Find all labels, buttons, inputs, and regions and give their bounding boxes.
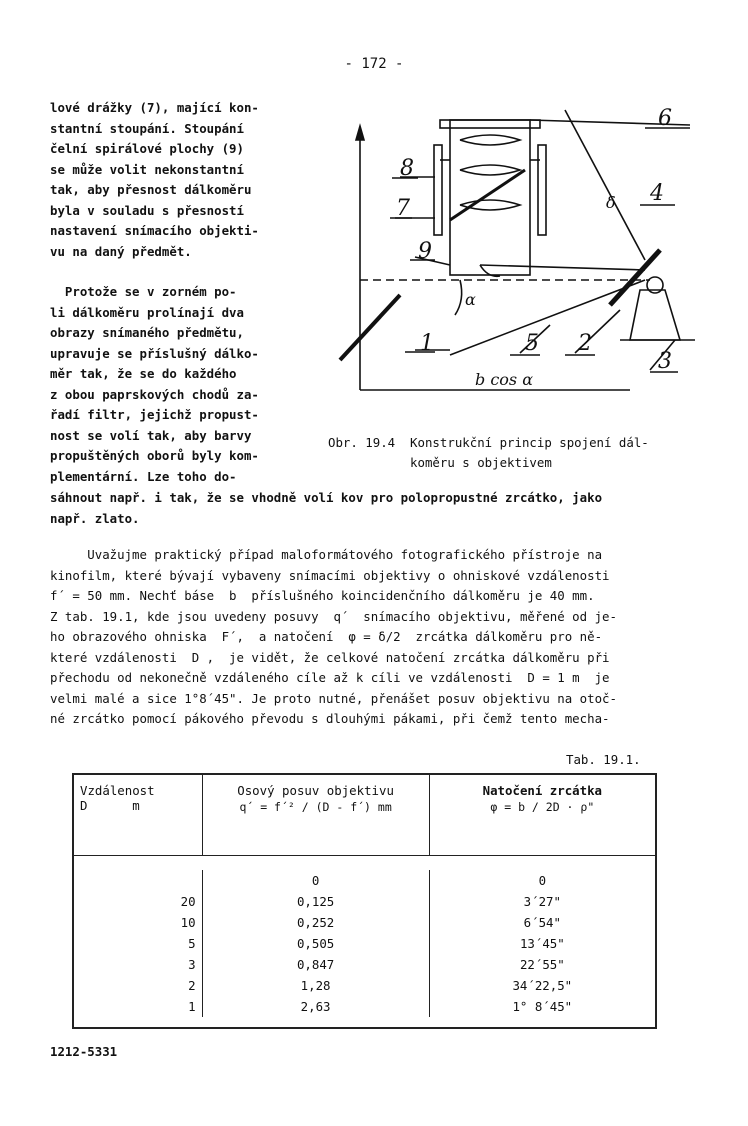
table-spacer: [73, 1017, 656, 1028]
col-header-rotation: [429, 774, 656, 856]
cell-q: 2,63: [202, 996, 429, 1017]
label-6: 6: [658, 106, 672, 131]
table-row: [73, 912, 656, 933]
cell-phi: 0: [429, 870, 656, 891]
figure-caption: Obr. 19.4 Konstrukční princip spojení dál- koměru s objektivem: [328, 435, 649, 470]
label-bcos: b cos α: [475, 370, 534, 389]
col-header-shift: [202, 774, 429, 856]
label-3: 3: [658, 349, 672, 374]
distance-table: [72, 773, 657, 1029]
col-header-distance: Vzdálenost D m: [73, 774, 202, 856]
footer-code: 1212-5331: [50, 1044, 118, 1059]
cell-phi: 34´22,5": [429, 975, 656, 996]
table-row: [73, 891, 656, 912]
cell-q: 0,847: [202, 954, 429, 975]
paragraph-practical-case: Uvažujme praktický případ maloformátového fotografického přístroje na kinofilm, které bývají vybaveny snímacími objektivy o ohniskové vzdálenosti f´ = 50 mm. Nechť báse b příslušného koincidenčního dálkoměru je 40 mm. Z tab. 19.1, kde jsou uvedeny posuvy q´ snímacího objektivu, měřené od je- ho obrazového ohniska F´, a natočení φ = δ/2 zrcátka dálkoměru pro ně- které vzdálenosti D , je vidět, že celkové natočení zrcátka dálkoměru při přechodu od nekonečně vzdáleného cíle až k cíli ve vzdálenosti D = 1 m je velmi malé a sice 1°8´45". Je proto nutné, přenášet posuv objektivu na otoč- né zrcátko pomocí pákového převodu s dlouhými pákami, při čemž tento mecha-: [50, 547, 617, 726]
label-1: 1: [420, 331, 434, 356]
cell-q: 0: [202, 870, 429, 891]
cell-phi: 1° 8´45": [429, 996, 656, 1017]
cell-d: [73, 870, 202, 891]
cell-q: 1,28: [202, 975, 429, 996]
label-4: 4: [650, 181, 664, 206]
label-delta: δ: [606, 193, 616, 212]
cell-q: 0,125: [202, 891, 429, 912]
label-8: 8: [400, 156, 414, 181]
table-row: [73, 954, 656, 975]
paragraph-continuation: sáhnout např. i tak, že se vhodně volí kov pro polopropustné zrcátko, jako např. zlato.: [50, 490, 603, 526]
cell-q: 0,505: [202, 933, 429, 954]
table-spacer: [73, 856, 656, 871]
table-row: [73, 933, 656, 954]
label-7: 7: [396, 196, 410, 221]
cell-phi: 22´55": [429, 954, 656, 975]
left-paragraph-2: Protože se v zorném po- li dálkoměru prolínají dva obrazy snímaného předmětu, upravuje se příslušný dálko- měr tak, že se do každého z obou paprskových chodů za- řadí filtr, jejichž propust- nost se volí tak, aby barvy propuštěných oborů byly kom- plementární. Lze toho do-: [50, 284, 259, 484]
cell-phi: 13´45": [429, 933, 656, 954]
table-row: [73, 996, 656, 1017]
cell-d: 2: [73, 975, 202, 996]
table-row: [73, 975, 656, 996]
col-header-shift-title: Osový posuv objektivu: [237, 783, 394, 798]
cell-d: 20: [73, 891, 202, 912]
left-paragraph-1: lové drážky (7), mající kon- stantní stoupání. Stoupání čelní spirálové plochy (9) se může volit nekonstantní tak, aby přesnost dálkoměru byla v souladu s přesností nastavení snímacího objekti- vu na daný předmět.: [50, 100, 259, 259]
label-5: 5: [525, 331, 539, 356]
cell-d: 1: [73, 996, 202, 1017]
page-number: - 172 -: [344, 56, 404, 72]
col-header-rotation-formula: φ = b / 2D · ρ": [490, 800, 595, 814]
figure-rangefinder-diagram: [300, 100, 700, 400]
cell-phi: 6´54": [429, 912, 656, 933]
col-header-rotation-title: Natočení zrcátka: [482, 783, 602, 798]
table-title: Tab. 19.1.: [566, 752, 641, 767]
cell-d: 3: [73, 954, 202, 975]
cell-d: 10: [73, 912, 202, 933]
label-alpha: α: [465, 290, 476, 309]
label-2: 2: [578, 331, 592, 356]
table-row: [73, 870, 656, 891]
cell-d: 5: [73, 933, 202, 954]
cell-phi: 3´27": [429, 891, 656, 912]
cell-q: 0,252: [202, 912, 429, 933]
col-header-shift-formula: q´ = f´² / (D - f´) mm: [239, 800, 392, 814]
label-9: 9: [418, 239, 432, 264]
